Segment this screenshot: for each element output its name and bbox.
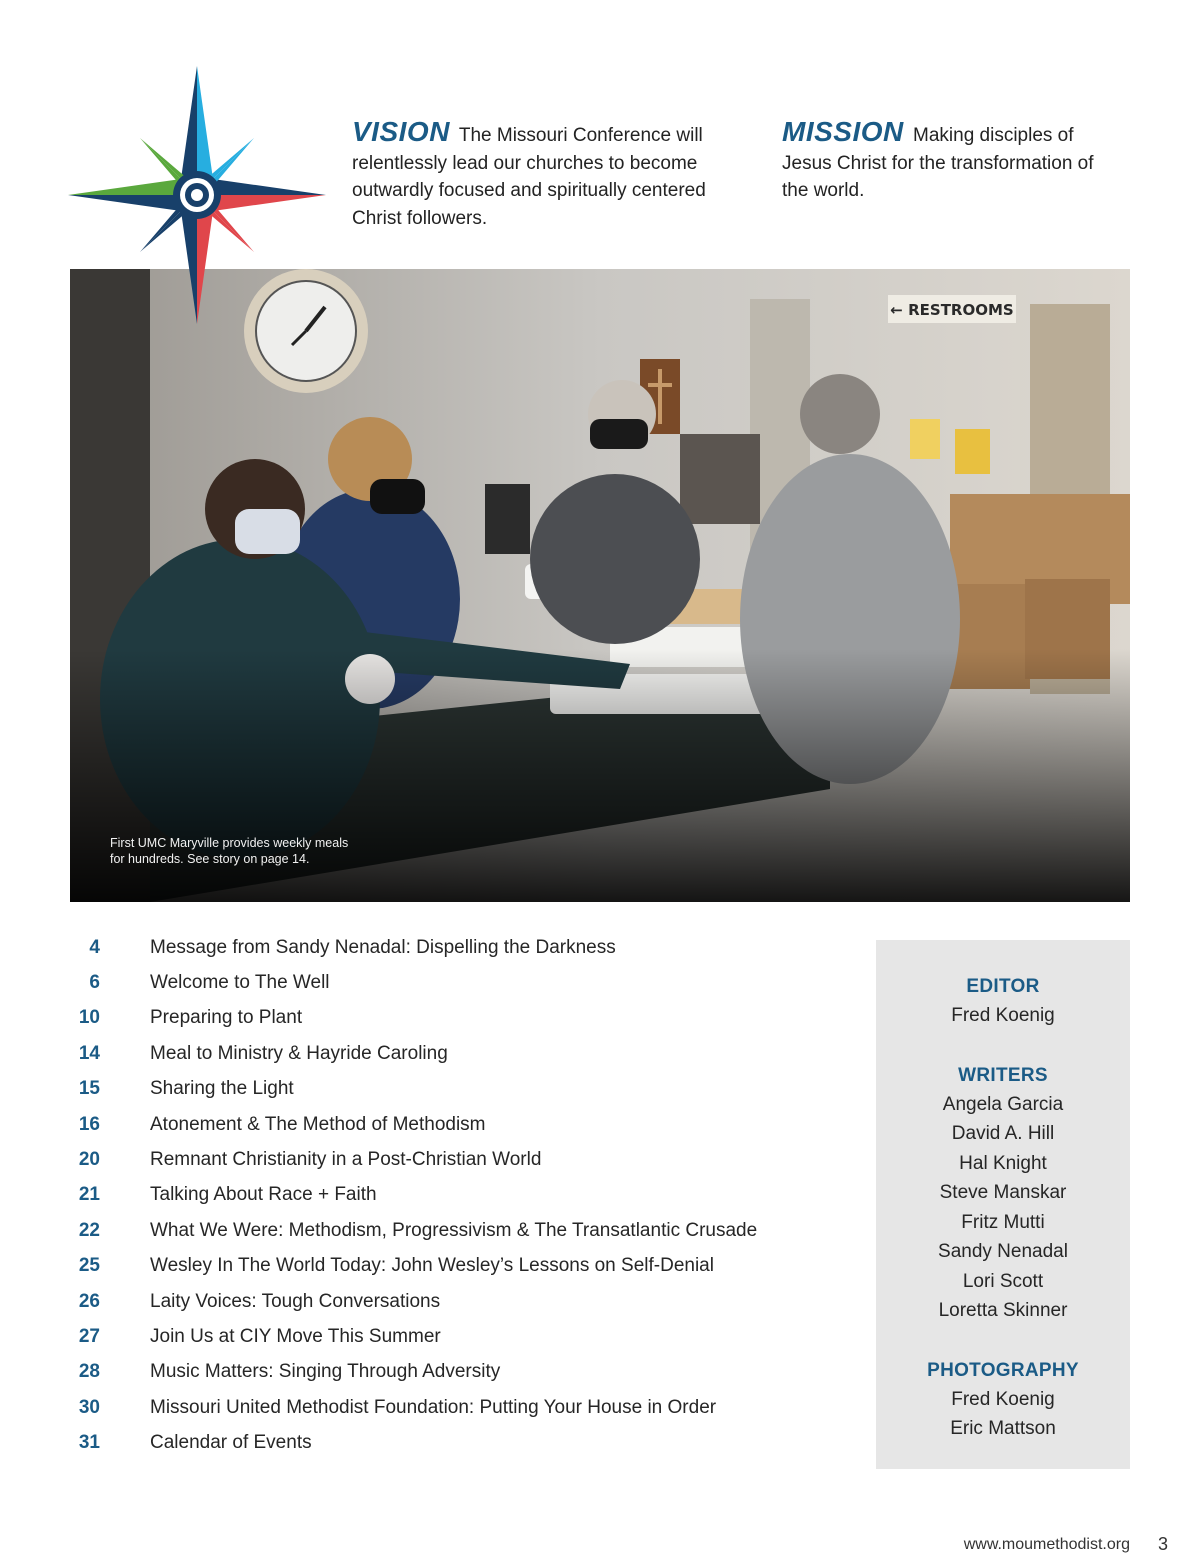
toc-page-number: 20	[78, 1149, 100, 1171]
toc-title: Atonement & The Method of Methodism	[150, 1113, 486, 1135]
toc-title: Join Us at CIY Move This Summer	[150, 1325, 441, 1347]
toc-page-number: 27	[78, 1325, 100, 1347]
footer-website-link[interactable]: www.moumethodist.org	[963, 1536, 1130, 1553]
writer-name: Fritz Mutti	[961, 1211, 1045, 1233]
photography-group	[876, 1356, 1130, 1444]
writer-name: Sandy Nenadal	[938, 1241, 1068, 1262]
toc-entry[interactable]	[70, 1142, 850, 1177]
toc-page-number: 25	[78, 1255, 100, 1277]
toc-page-number: 22	[78, 1219, 100, 1241]
toc-page-number: 31	[78, 1432, 100, 1454]
toc-title: What We Were: Methodism, Progressivism & The Transatlantic Crusade	[150, 1219, 758, 1241]
toc-title: Laity Voices: Tough Conversations	[150, 1290, 441, 1312]
photo-caption-line-2: for hundreds. See story on page 14.	[110, 852, 310, 866]
writer-name: Loretta Skinner	[938, 1300, 1068, 1321]
toc-entry[interactable]	[70, 1072, 850, 1107]
writer-name: Hal Knight	[959, 1152, 1047, 1174]
toc-page-number: 30	[78, 1396, 100, 1418]
photography-heading: PHOTOGRAPHY	[927, 1359, 1079, 1381]
toc-title: Message from Sandy Nenadal: Dispelling the Darkness	[150, 936, 616, 958]
table-of-contents	[70, 930, 850, 1461]
writer-name: Angela Garcia	[942, 1093, 1064, 1115]
toc-page-number: 16	[78, 1113, 100, 1135]
toc-entry[interactable]	[70, 1178, 850, 1213]
toc-page-number: 26	[78, 1290, 100, 1312]
writers-group	[876, 1061, 1130, 1326]
toc-page-number: 4	[89, 936, 100, 958]
toc-entry[interactable]	[70, 1213, 850, 1248]
toc-title: Preparing to Plant	[150, 1007, 303, 1029]
mission-keyword: MISSION	[782, 116, 904, 147]
cover-photo	[70, 269, 1130, 902]
toc-page-number: 6	[89, 972, 100, 994]
editor-heading: EDITOR	[966, 976, 1040, 997]
toc-title: Talking About Race + Faith	[150, 1184, 377, 1206]
toc-page-number: 14	[78, 1042, 100, 1064]
mission-text: Making disciples of Jesus Christ for the transformation of the world.	[782, 125, 1094, 201]
toc-entry[interactable]	[70, 1284, 850, 1319]
toc-entry[interactable]	[70, 1390, 850, 1425]
toc-title: Remnant Christianity in a Post-Christian World	[150, 1149, 542, 1171]
vision-keyword: VISION	[352, 116, 450, 147]
writer-name: Steve Manskar	[939, 1182, 1067, 1203]
toc-entry[interactable]	[70, 1425, 850, 1460]
mission-statement	[782, 118, 1112, 205]
toc-entry[interactable]	[70, 1001, 850, 1036]
compass-star-logo	[68, 66, 326, 324]
writers-heading: WRITERS	[958, 1064, 1048, 1086]
footer-page-number: 3	[1158, 1534, 1169, 1554]
photographer-name: Eric Mattson	[950, 1418, 1056, 1439]
photo-scene	[70, 269, 1130, 902]
toc-entry[interactable]	[70, 1107, 850, 1142]
toc-title: Sharing the Light	[150, 1078, 294, 1100]
toc-title: Calendar of Events	[150, 1432, 312, 1454]
toc-page-number: 10	[78, 1007, 100, 1029]
toc-title: Wesley In The World Today: John Wesley’s Lessons on Self-Denial	[150, 1255, 714, 1277]
toc-entry[interactable]	[70, 1355, 850, 1390]
photo-caption-line-1: First UMC Maryville provides weekly meals	[110, 836, 349, 850]
toc-entry[interactable]	[70, 930, 850, 965]
photo-caption	[110, 835, 410, 867]
toc-entry[interactable]	[70, 1319, 850, 1354]
restrooms-sign: ← RESTROOMS	[890, 301, 1014, 319]
toc-entry[interactable]	[70, 965, 850, 1000]
toc-entry[interactable]	[70, 1249, 850, 1284]
toc-title: Welcome to The Well	[150, 972, 330, 994]
toc-page-number: 15	[78, 1078, 100, 1100]
editor-name: Fred Koenig	[951, 1005, 1055, 1026]
toc-entry[interactable]	[70, 1036, 850, 1071]
vision-statement	[352, 118, 742, 232]
toc-title: Music Matters: Singing Through Adversity	[150, 1361, 501, 1383]
writer-name: Lori Scott	[962, 1270, 1044, 1292]
toc-page-number: 21	[78, 1184, 100, 1206]
toc-title: Meal to Ministry & Hayride Caroling	[150, 1042, 448, 1064]
editor-group	[876, 972, 1130, 1031]
vision-text: The Missouri Conference will relentlessly lead our churches to become outwardly focused and spiritually centered Christ followers.	[352, 125, 706, 229]
writer-name: David A. Hill	[951, 1123, 1055, 1144]
toc-page-number: 28	[78, 1361, 100, 1383]
volunteer-center	[530, 474, 700, 644]
toc-title: Missouri United Methodist Foundation: Putting Your House in Order	[150, 1396, 717, 1418]
credits-panel	[876, 940, 1130, 1469]
photographer-name: Fred Koenig	[951, 1388, 1055, 1410]
